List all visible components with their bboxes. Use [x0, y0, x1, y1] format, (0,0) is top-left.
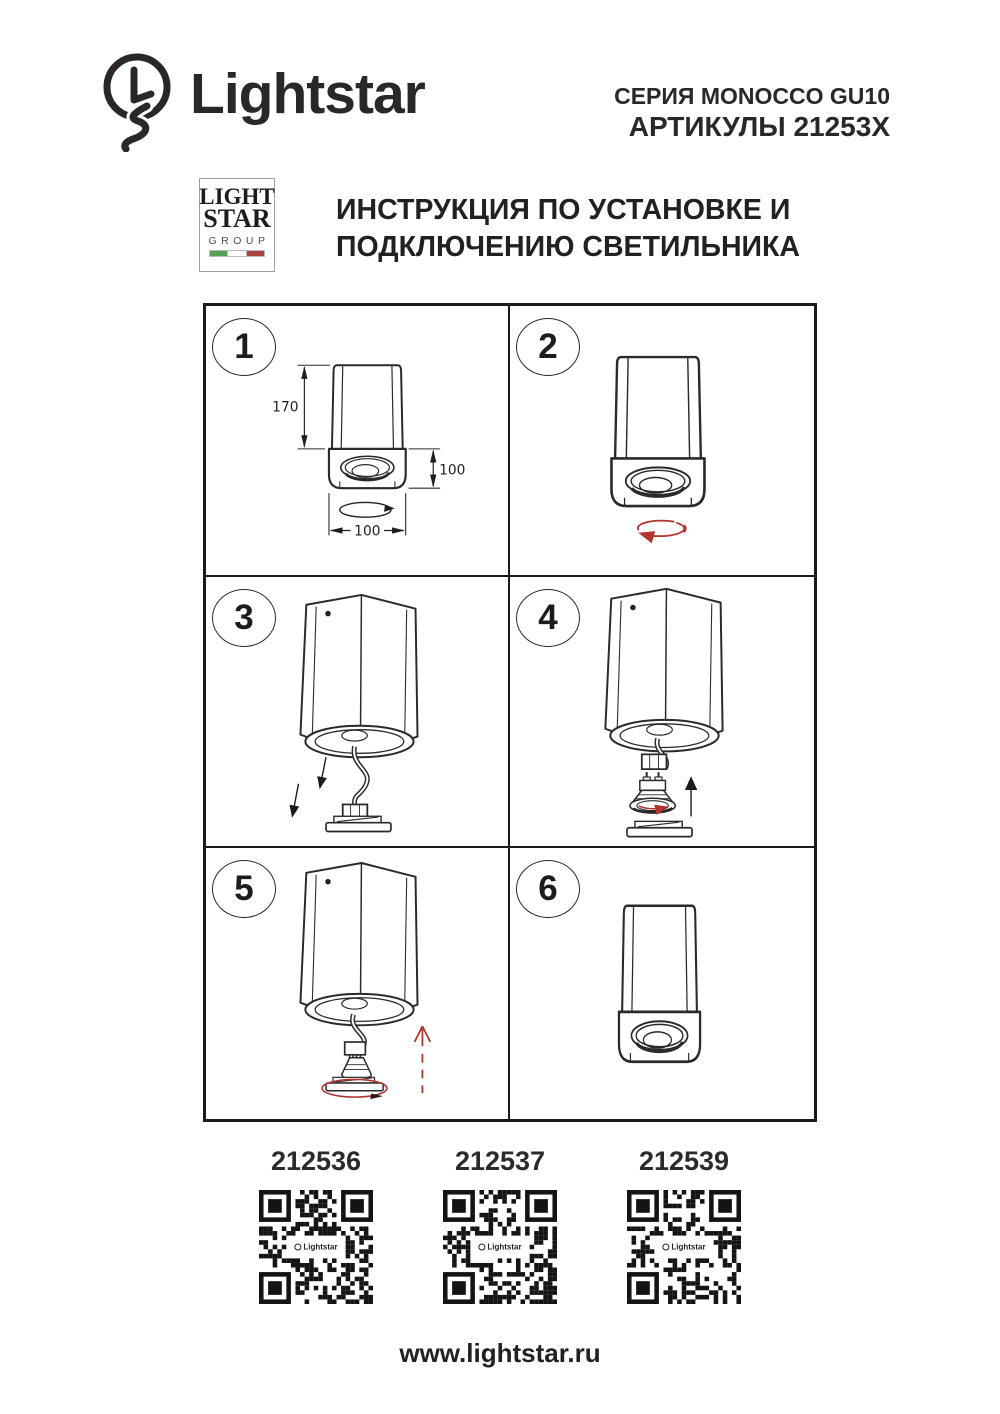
article-column: [619, 1146, 749, 1304]
dimension-label-width: 100: [354, 523, 381, 540]
dimension-label-height: 170: [272, 399, 299, 416]
article-column: [251, 1146, 381, 1304]
logo-wordmark: Lightstar: [190, 62, 425, 126]
series-articles: АРТИКУЛЫ 21253X: [628, 111, 890, 142]
badge-group: GROUP: [208, 235, 270, 247]
article-code: 212536: [270, 1146, 362, 1176]
italian-flag: [209, 250, 265, 257]
qr-code: [259, 1190, 373, 1304]
doc-title-line1: ИНСТРУКЦИЯ ПО УСТАНОВКЕ И: [336, 194, 791, 226]
series-header: [614, 82, 890, 143]
step-cell-3: [206, 577, 510, 848]
step-cell-2: [510, 306, 814, 577]
step-number-badge: 1: [212, 318, 276, 376]
step-cell-1: [206, 306, 510, 577]
step-cell-5: [206, 848, 510, 1119]
series-name: СЕРИЯ MONOCCO GU10: [614, 83, 890, 109]
step-number-badge: 2: [516, 318, 580, 376]
badge-light: LIGHT: [199, 184, 275, 209]
lightstar-group-badge: [199, 178, 275, 272]
mini-bulb-icon: [294, 1244, 301, 1251]
step-number-badge: 5: [212, 860, 276, 918]
article-code: 212539: [638, 1146, 730, 1176]
qr-code: [627, 1190, 741, 1304]
qr-logo-label: Lightstar: [476, 1243, 523, 1252]
footer-url: www.lightstar.ru: [399, 1338, 601, 1368]
mini-bulb-icon: [478, 1244, 485, 1251]
steps-grid: [203, 303, 817, 1122]
lightbulb-ls-icon: [98, 50, 176, 152]
lightstar-logo: [98, 50, 425, 152]
step-number-badge: 3: [212, 589, 276, 647]
qr-logo-label: Lightstar: [660, 1243, 707, 1252]
step-number-badge: 4: [516, 589, 580, 647]
doc-title: [336, 192, 800, 266]
qr-code: [443, 1190, 557, 1304]
badge-star: STAR: [203, 204, 271, 233]
dimension-label-depth: 100: [439, 462, 466, 479]
doc-title-line2: ПОДКЛЮЧЕНИЮ СВЕТИЛЬНИКА: [336, 231, 800, 263]
step-cell-6: [510, 848, 814, 1119]
qr-logo-label: Lightstar: [292, 1243, 339, 1252]
step-cell-4: [510, 577, 814, 848]
articles-section: [0, 1146, 1000, 1304]
article-code: 212537: [454, 1146, 546, 1176]
mini-bulb-icon: [662, 1244, 669, 1251]
step-number-badge: 6: [516, 860, 580, 918]
article-column: [435, 1146, 565, 1304]
